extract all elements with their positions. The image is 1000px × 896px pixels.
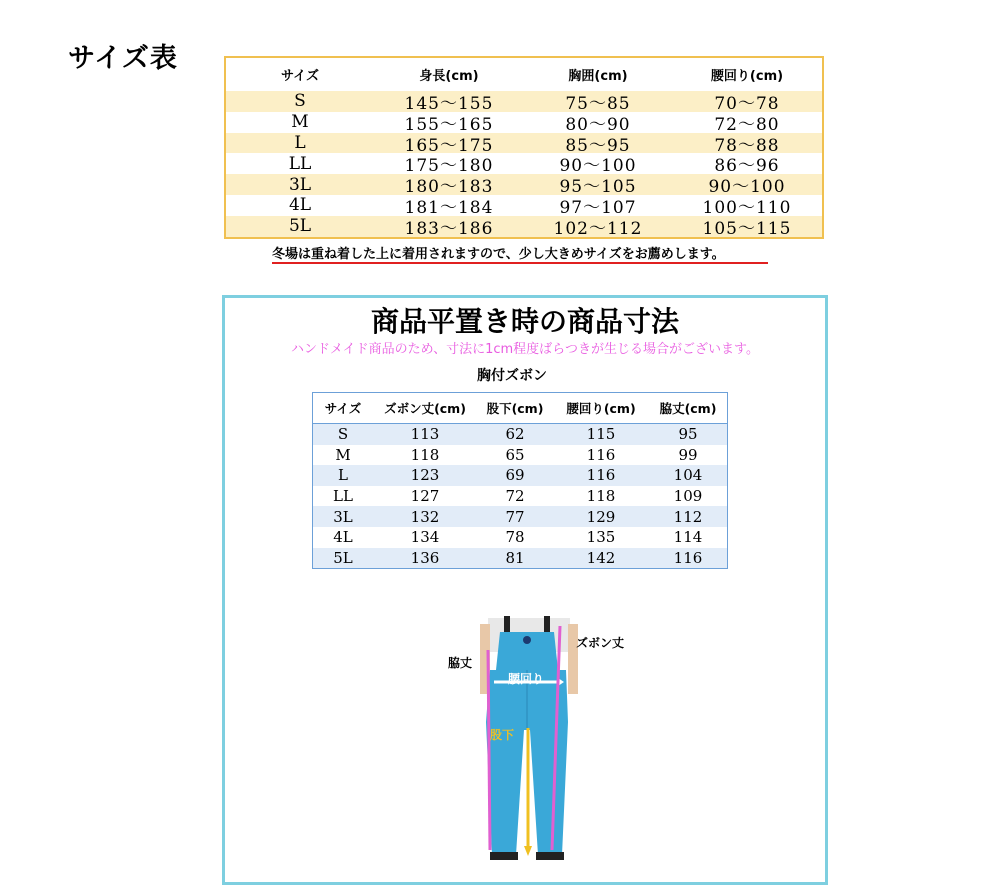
table-cell: 134 <box>410 528 440 547</box>
table-cell: 86〜96 <box>714 156 780 177</box>
header-waist: 腰回り(cm) <box>710 69 784 84</box>
table-cell: 142 <box>586 548 616 567</box>
table-row <box>226 174 822 198</box>
table-cell: 109 <box>673 487 703 506</box>
table-cell: 112 <box>673 507 703 526</box>
table-cell: 136 <box>410 548 440 567</box>
table-cell: 5L <box>288 216 312 237</box>
table-cell: 85〜95 <box>565 135 631 156</box>
header-side-length: 脇丈(cm) <box>659 401 717 416</box>
logo-mark <box>523 636 531 644</box>
table-row <box>226 153 822 177</box>
table-cell: 105〜115 <box>702 218 792 239</box>
header-size: サイズ <box>324 401 362 416</box>
table-cell: 4L <box>288 195 312 216</box>
table-cell: 127 <box>410 487 440 506</box>
table-cell: LL <box>288 153 312 174</box>
size-table-header <box>226 58 822 91</box>
table-cell: 75〜85 <box>565 93 631 114</box>
table-row <box>313 424 727 445</box>
table-cell: 81 <box>505 548 525 567</box>
header-size: サイズ <box>281 69 319 84</box>
right-boot <box>536 852 564 860</box>
dimensions-table-header <box>313 393 727 424</box>
table-cell: L <box>338 466 348 485</box>
header-inseam: 股下(cm) <box>486 401 544 416</box>
table-cell: 97〜107 <box>559 197 637 218</box>
table-cell: 155〜165 <box>404 114 494 135</box>
table-cell: 3L <box>333 507 353 526</box>
table-cell: 5L <box>333 548 353 567</box>
table-row <box>313 486 727 507</box>
table-cell: 77 <box>505 507 525 526</box>
header-height: 身長(cm) <box>419 69 479 84</box>
table-cell: 118 <box>586 487 616 506</box>
table-cell: 129 <box>586 507 616 526</box>
table-row <box>313 445 727 466</box>
table-cell: 69 <box>505 466 525 485</box>
label-side-length: 脇丈 <box>448 656 473 670</box>
table-cell: 183〜186 <box>404 218 494 239</box>
table-cell: 116 <box>586 466 616 485</box>
table-cell: 116 <box>673 548 703 567</box>
dimensions-table <box>312 392 728 569</box>
table-cell: M <box>335 445 351 464</box>
table-row <box>226 112 822 133</box>
table-row <box>313 548 727 569</box>
table-cell: 90〜100 <box>559 156 637 177</box>
table-cell: 78〜88 <box>714 135 780 156</box>
table-cell: 99 <box>678 445 698 464</box>
table-cell: 100〜110 <box>702 197 792 218</box>
table-cell: 80〜90 <box>565 114 631 135</box>
table-cell: 65 <box>505 445 525 464</box>
table-cell: 180〜183 <box>404 177 494 198</box>
header-pants-length: ズボン丈(cm) <box>384 401 466 416</box>
inseam-arrow-head <box>524 846 532 856</box>
table-cell: 132 <box>410 507 440 526</box>
table-row <box>313 465 727 486</box>
header-waist: 腰回り(cm) <box>566 401 636 416</box>
table-cell: 115 <box>586 425 616 444</box>
winter-note: 冬場は重ね着した上に着用されますので、少し大きめサイズをお薦めします。 <box>272 247 725 262</box>
product-name: 胸付ズボン <box>477 368 547 384</box>
table-cell: 62 <box>505 425 525 444</box>
note-underline <box>272 262 768 264</box>
side-length-arrow <box>488 650 490 850</box>
table-cell: 102〜112 <box>553 218 643 239</box>
label-pants-length: ズボン丈 <box>576 636 625 650</box>
label-inseam: 股下 <box>490 728 515 742</box>
table-cell: 181〜184 <box>404 197 494 218</box>
table-row <box>226 195 822 216</box>
dimensions-title: 商品平置き時の商品寸法 <box>370 305 679 338</box>
size-table <box>224 56 824 239</box>
dimensions-note: ハンドメイド商品のため、寸法に1cm程度ばらつきが生じる場合がございます。 <box>290 342 759 357</box>
header-chest: 胸囲(cm) <box>568 69 628 84</box>
table-row <box>226 216 822 237</box>
pants-figure <box>440 610 640 870</box>
table-cell: LL <box>333 487 353 506</box>
table-cell: 118 <box>410 445 440 464</box>
table-cell: 95〜105 <box>559 177 637 198</box>
table-cell: 78 <box>505 528 525 547</box>
table-cell: L <box>294 132 306 153</box>
table-row <box>313 506 727 527</box>
table-row <box>226 133 822 154</box>
left-boot <box>490 852 518 860</box>
table-cell: 3L <box>288 174 312 195</box>
table-cell: 113 <box>410 425 440 444</box>
table-cell: 145〜155 <box>404 93 494 114</box>
table-cell: 104 <box>673 466 703 485</box>
table-cell: 165〜175 <box>404 135 494 156</box>
table-cell: M <box>291 112 309 133</box>
table-cell: 72〜80 <box>714 114 780 135</box>
table-cell: S <box>337 425 349 444</box>
table-cell: 123 <box>410 466 440 485</box>
table-row <box>226 91 822 112</box>
table-cell: 70〜78 <box>714 93 780 114</box>
table-cell: 90〜100 <box>708 177 786 198</box>
table-cell: 72 <box>505 487 525 506</box>
table-row <box>313 527 727 548</box>
table-cell: 135 <box>586 528 616 547</box>
table-cell: 116 <box>586 445 616 464</box>
table-cell: 95 <box>678 425 698 444</box>
label-waist: 腰回り <box>508 672 545 686</box>
table-cell: 175〜180 <box>404 156 494 177</box>
table-cell: S <box>294 91 306 112</box>
table-cell: 4L <box>333 528 353 547</box>
table-cell: 114 <box>673 528 703 547</box>
page-title: サイズ表 <box>68 43 178 74</box>
